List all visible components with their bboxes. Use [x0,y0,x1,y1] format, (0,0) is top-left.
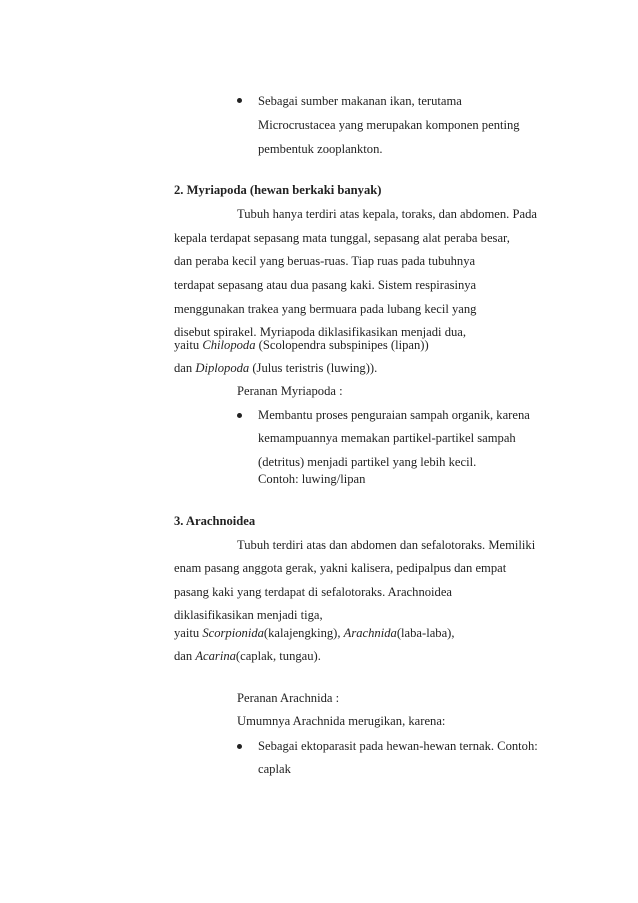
paragraph-line: diklasifikasikan menjadi tiga, [174,608,323,622]
paragraph-line: pasang kaki yang terdapat di sefalotoraks. Arachnoidea [174,585,453,599]
text-run: yaitu [174,338,203,352]
paragraph-line [174,361,377,375]
taxon-name: Diplopoda [195,361,250,375]
taxon-name: Scorpionida [202,626,264,640]
paragraph-line: kepala terdapat sepasang mata tunggal, sepasang alat peraba besar, [174,231,510,245]
role-intro: Umumnya Arachnida merugikan, karena: [237,714,446,728]
text-run: (kalajengking), [263,626,344,640]
paragraph-line [174,338,429,352]
text-run: yaitu [174,626,203,640]
text-run: (caplak, tungau). [235,649,321,663]
bullet-text: kemampuannya memakan partikel-partikel sampah [258,431,516,445]
text-run: (Scolopendra subspinipes (lipan)) [255,338,429,352]
bullet-text: (detritus) menjadi partikel yang lebih kecil. [258,455,477,469]
text-run: dan [174,649,196,663]
role-label: Peranan Arachnida : [237,691,340,705]
bullet-text: Sebagai ektoparasit pada hewan-hewan ternak. Contoh: [258,739,538,753]
paragraph-line: enam pasang anggota gerak, yakni kalisera, pedipalpus dan empat [174,561,507,575]
role-label: Peranan Myriapoda : [237,384,343,398]
example-text: Contoh: luwing/lipan [258,472,366,486]
bullet-point [237,413,242,418]
bullet-text: caplak [258,762,291,776]
bullet-text: Membantu proses penguraian sampah organik, karena [258,408,530,422]
taxon-name: Arachnida [343,626,397,640]
paragraph-line: Tubuh terdiri atas dan abdomen dan sefalotoraks. Memiliki [237,538,536,552]
text-run: (laba-laba), [396,626,455,640]
taxon-name: Acarina [195,649,236,663]
paragraph-line: menggunakan trakea yang bermuara pada lubang kecil yang [174,302,477,316]
bullet-text: Sebagai sumber makanan ikan, terutama [258,94,462,108]
paragraph-line: disebut spirakel. Myriapoda diklasifikasikan menjadi dua, [174,325,467,339]
bullet-point [237,98,242,103]
section-heading: 3. Arachnoidea [174,514,256,528]
bullet-text: pembentuk zooplankton. [258,142,383,156]
text-run: (Julus teristris (luwing)). [249,361,378,375]
bullet-point [237,744,242,749]
section-heading: 2. Myriapoda (hewan berkaki banyak) [174,183,382,197]
paragraph-line: terdapat sepasang atau dua pasang kaki. Sistem respirasinya [174,278,477,292]
paragraph-line: Tubuh hanya terdiri atas kepala, toraks, dan abdomen. Pada [237,207,537,221]
text-run: dan [174,361,196,375]
bullet-text: Microcrustacea yang merupakan komponen penting [258,118,520,132]
paragraph-line: dan peraba kecil yang beruas-ruas. Tiap ruas pada tubuhnya [174,254,476,268]
paragraph-line [174,649,321,663]
paragraph-line [174,626,455,640]
taxon-name: Chilopoda [202,338,256,352]
